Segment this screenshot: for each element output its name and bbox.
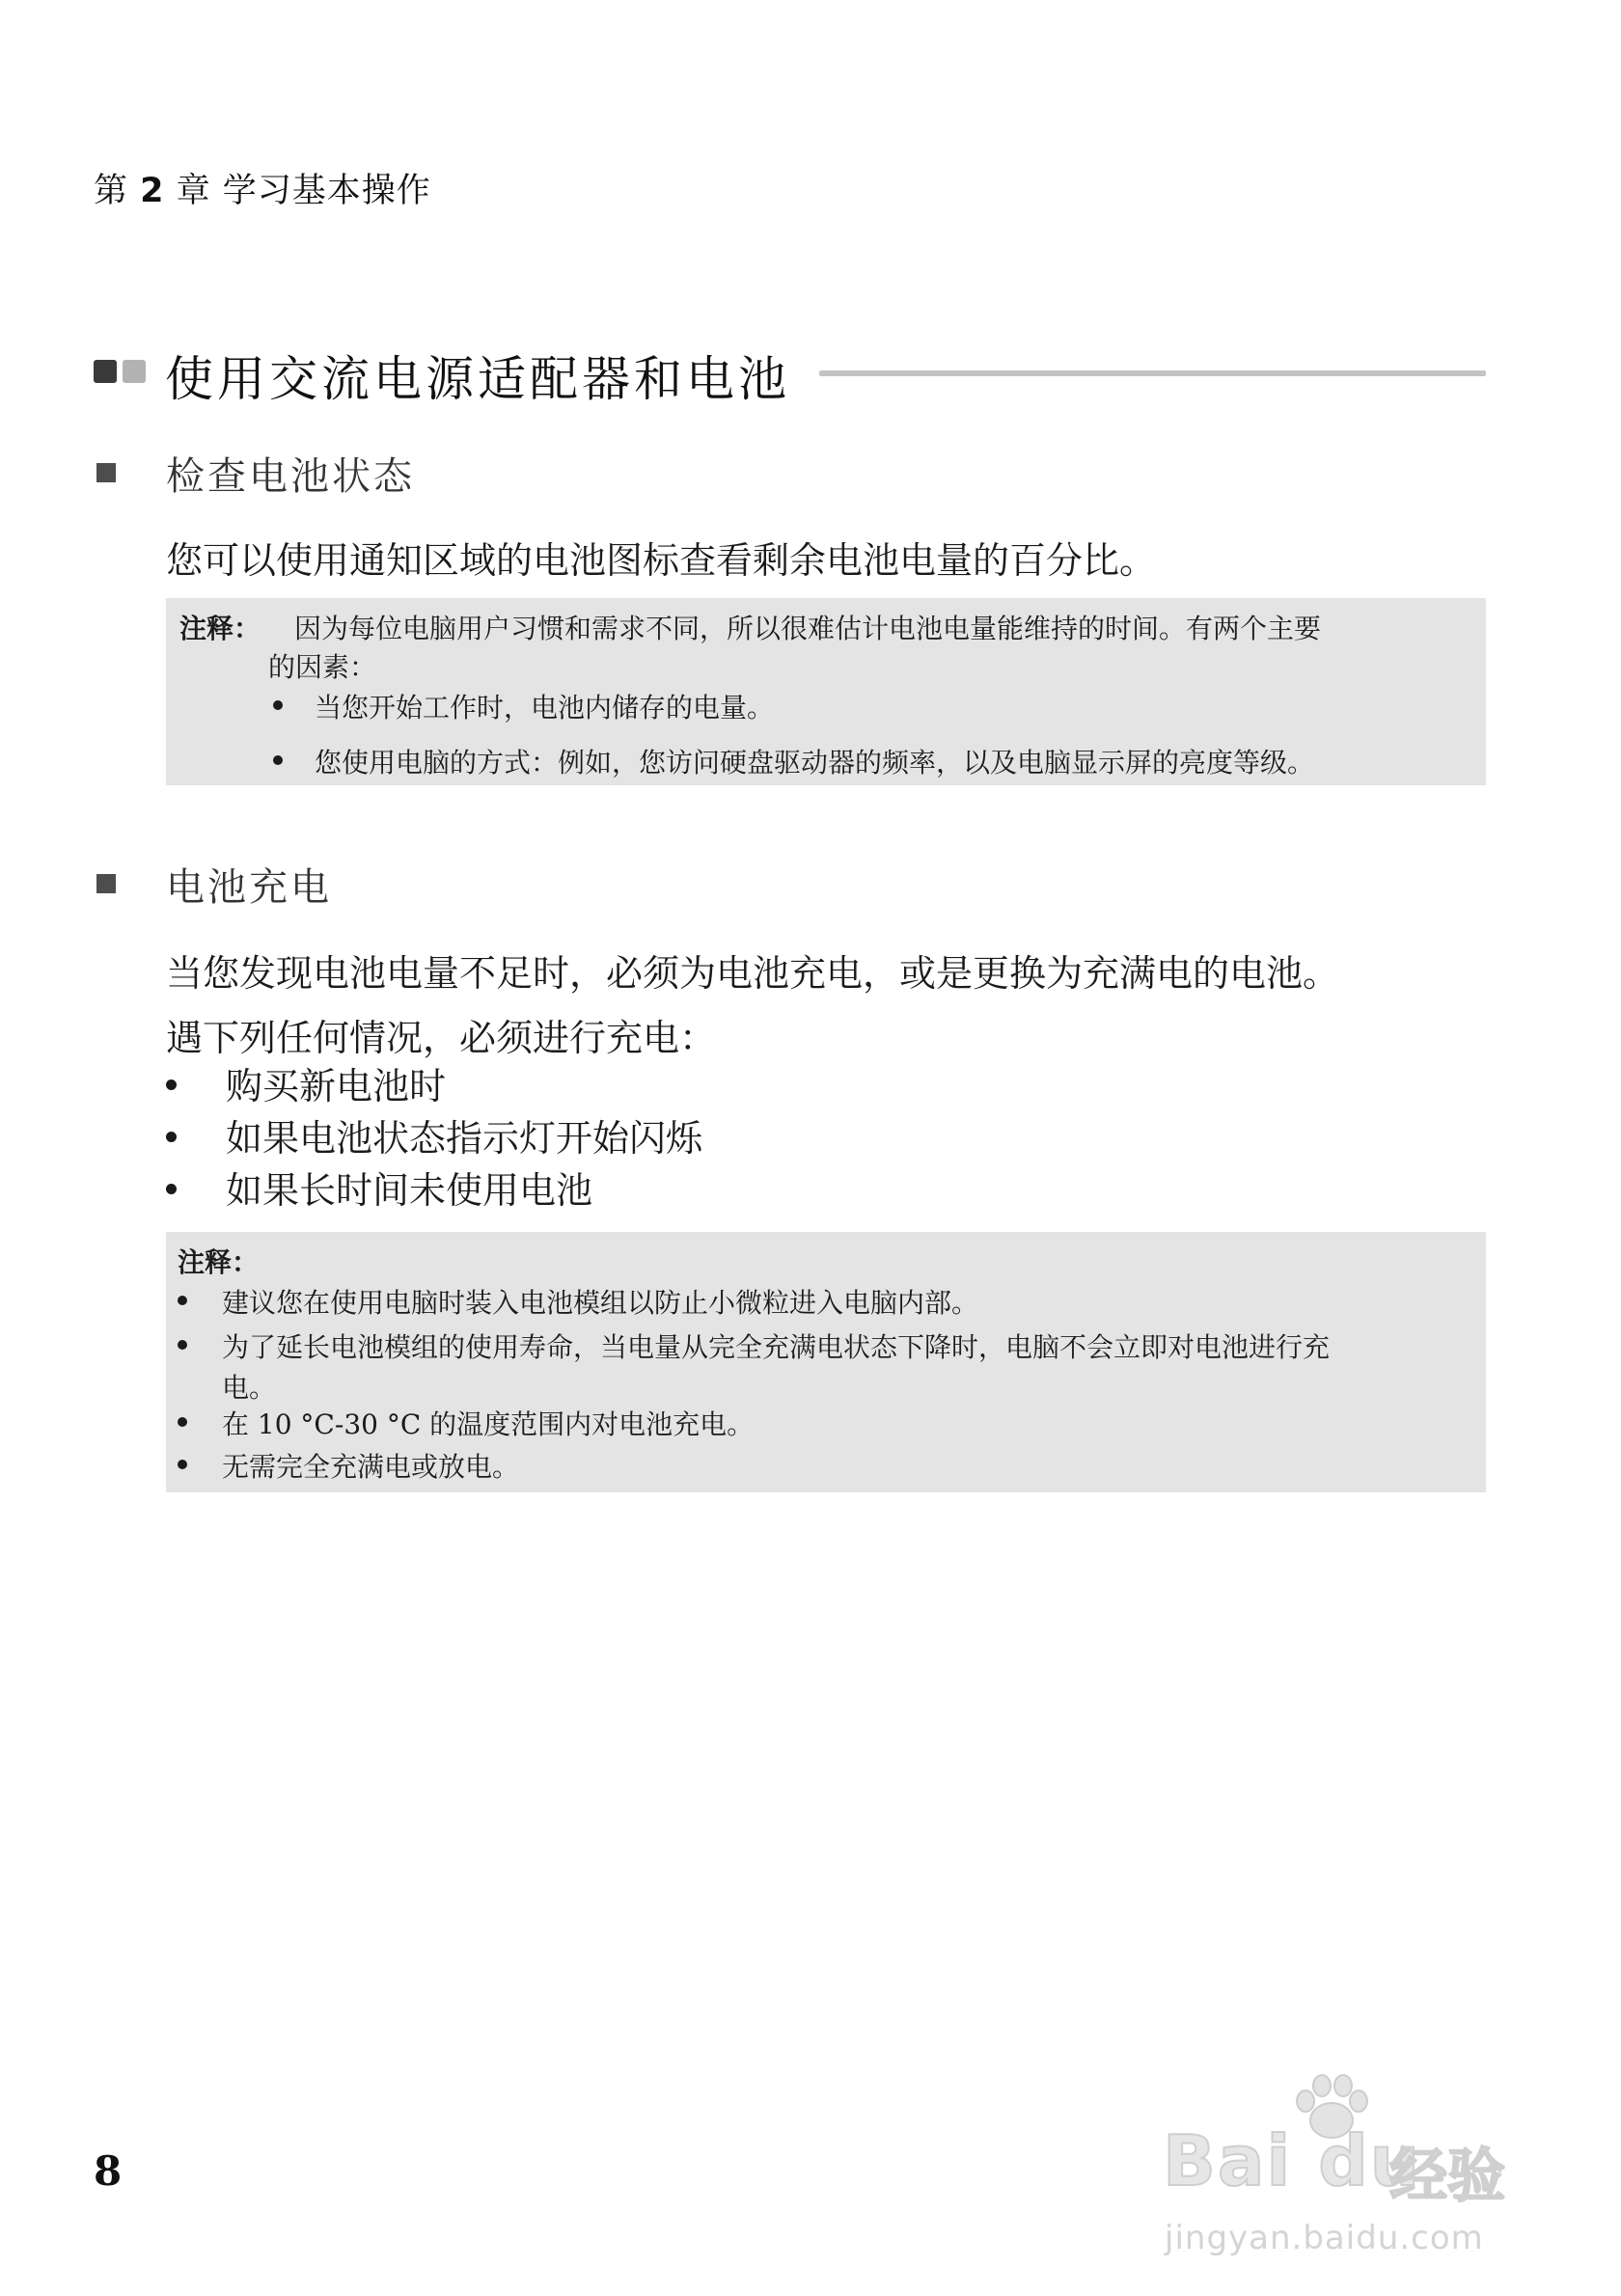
page-number: 8 bbox=[94, 2147, 123, 2195]
chapter-header bbox=[94, 164, 431, 212]
section-title: 使用交流电源适配器和电池 bbox=[165, 351, 790, 407]
list-item: 如果长时间未使用电池 bbox=[226, 1169, 593, 1212]
note-bullet: 在 10 °C-30 °C 的温度范围内对电池充电。 bbox=[222, 1408, 755, 1440]
bullet-dot-icon bbox=[178, 1417, 187, 1427]
watermark-url: jingyan.baidu.com bbox=[1165, 2219, 1484, 2257]
note-text-line2: 的因素： bbox=[268, 651, 377, 683]
section-square-light-icon bbox=[123, 360, 146, 383]
baidu-watermark bbox=[1153, 2074, 1539, 2267]
section-heading bbox=[94, 333, 1486, 410]
subheading-battery-status bbox=[96, 446, 675, 504]
chapter-title: 章 学习基本操作 bbox=[176, 172, 431, 210]
square-bullet-icon bbox=[96, 463, 116, 482]
chapter-number: 2 bbox=[140, 172, 165, 210]
bullet-dot-icon bbox=[178, 1340, 187, 1350]
note-bullet-continuation: 电。 bbox=[222, 1372, 277, 1404]
bullet-dot-icon bbox=[166, 1184, 177, 1194]
note-bullet: 您使用电脑的方式：例如，您访问硬盘驱动器的频率，以及电脑显示屏的亮度等级。 bbox=[315, 747, 1315, 779]
bullet-dot-icon bbox=[273, 755, 283, 765]
subheading-charging bbox=[96, 857, 675, 915]
battery-status-paragraph: 您可以使用通知区域的电池图标查看剩余电池电量的百分比。 bbox=[166, 539, 1157, 582]
charging-paragraph-1: 当您发现电池电量不足时，必须为电池充电，或是更换为充满电的电池。 bbox=[166, 952, 1340, 995]
section-rule bbox=[819, 370, 1486, 376]
section-square-dark-icon bbox=[94, 360, 117, 383]
chapter-prefix: 第 bbox=[94, 172, 129, 210]
watermark-logo: Bai du bbox=[1163, 2120, 1422, 2201]
subheading-label: 电池充电 bbox=[166, 865, 332, 910]
note-box-battery-status bbox=[166, 598, 1486, 785]
subheading-label: 检查电池状态 bbox=[166, 454, 415, 499]
bullet-dot-icon bbox=[166, 1132, 177, 1142]
bullet-dot-icon bbox=[166, 1080, 177, 1090]
note-box-charging bbox=[166, 1232, 1486, 1492]
note-label: 注释： bbox=[179, 613, 261, 644]
charging-bullet-list bbox=[166, 1056, 1131, 1220]
note-text-line1: 因为每位电脑用户习惯和需求不同，所以很难估计电池电量能维持的时间。有两个主要 bbox=[294, 613, 1322, 644]
square-bullet-icon bbox=[96, 874, 116, 893]
note-label: 注释： bbox=[178, 1246, 260, 1278]
note-bullet: 当您开始工作时，电池内储存的电量。 bbox=[315, 692, 775, 724]
bullet-dot-icon bbox=[273, 700, 283, 710]
watermark-cn: 经验 bbox=[1389, 2143, 1505, 2210]
charging-paragraph-2: 遇下列任何情况，必须进行充电： bbox=[166, 1017, 717, 1059]
note-bullet: 建议您在使用电脑时装入电池模组以防止小微粒进入电脑内部。 bbox=[222, 1287, 979, 1319]
bullet-dot-icon bbox=[178, 1296, 187, 1305]
bullet-dot-icon bbox=[178, 1460, 187, 1469]
note-bullet: 无需完全充满电或放电。 bbox=[222, 1451, 520, 1483]
note-bullet: 为了延长电池模组的使用寿命，当电量从完全充满电状态下降时，电脑不会立即对电池进行充 bbox=[222, 1331, 1331, 1363]
list-item: 购买新电池时 bbox=[226, 1065, 447, 1107]
list-item: 如果电池状态指示灯开始闪烁 bbox=[226, 1117, 703, 1160]
